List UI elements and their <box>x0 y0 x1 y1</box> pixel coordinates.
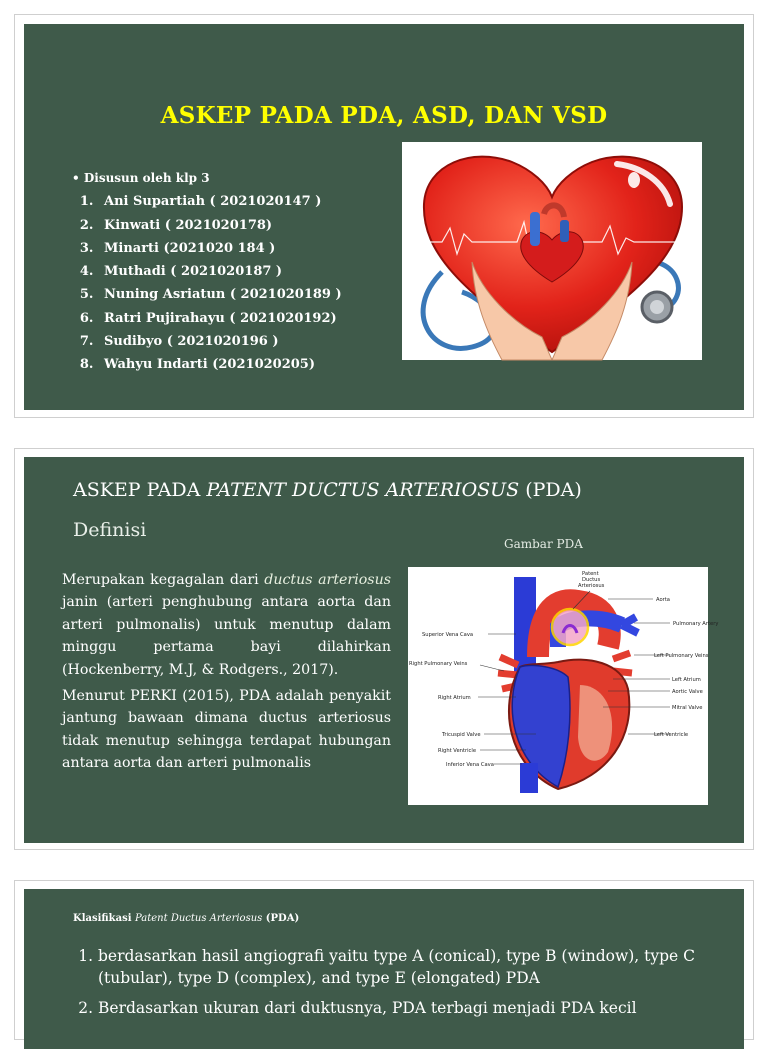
label-aorta: Aorta <box>656 597 670 603</box>
definition-body <box>62 569 391 779</box>
slide-3-frame <box>14 880 754 1040</box>
label-pulmonary-artery: Pulmonary Artery <box>673 621 719 627</box>
pda-diagram <box>408 567 719 805</box>
list-item: 2. Berdasarkan ukuran dari duktusnya, PDA terbagi menjadi PDA kecil <box>98 997 704 1019</box>
member-list <box>72 167 342 377</box>
list-item: 6. Ratri Pujirahayu ( 2021020192) <box>98 307 342 330</box>
heading-bold: Klasifikasi <box>73 913 135 924</box>
label-superior-vena-cava: Superior Vena Cava <box>422 632 474 638</box>
p1-text-b: janin (arteri penghubung antara aorta dan arteri pulmonalis) untuk menutup dalam minggu pertama bayi dilahirkan (Hockenberry, M.J, & Rodgers., 2017). <box>62 594 391 678</box>
list-item: 3. Minarti (2021020 184 ) <box>98 237 342 260</box>
title-italic: PATENT DUCTUS ARTERIOSUS <box>206 479 520 501</box>
list-item: 7. Sudibyo ( 2021020196 ) <box>98 330 342 353</box>
label-aortic-valve: Aortic Valve <box>672 689 703 695</box>
list-item: 8. Wahyu Indarti (2021020205) <box>98 353 342 376</box>
paragraph-1 <box>62 569 391 681</box>
heart-hands-icon <box>402 142 702 360</box>
pda-heart-diagram <box>408 567 719 805</box>
slide-1-title: ASKEP PADA PDA, ASD, DAN VSD <box>160 102 608 129</box>
paragraph-2: Menurut PERKI (2015), PDA adalah penyakit jantung bawaan dimana ductus arteriosus tidak menutup sehingga terdapat hubungan antara aorta dan arteri pulmonalis <box>62 688 391 772</box>
list-item: 4. Muthadi ( 2021020187 ) <box>98 260 342 283</box>
label-left-ventricle: Left Ventricle <box>654 732 689 738</box>
label-left-atrium: Left Atrium <box>672 677 701 683</box>
label-tricuspid-valve: Tricuspid Valve <box>442 732 481 738</box>
group-intro: • Disusun oleh klp 3 <box>72 171 210 185</box>
label-mitral-valve: Mitral Valve <box>672 705 703 711</box>
slide-1 <box>24 24 744 410</box>
label-right-pulmonary-veins: Right Pulmonary Veins <box>409 661 468 667</box>
list-item: 1. berdasarkan hasil angiografi yaitu type A (conical), type B (window), type C (tubular), type D (complex), and type E (elongated) PDA <box>98 945 704 989</box>
label-ductus: Ductus <box>582 577 601 583</box>
label-inferior-vena-cava: Inferior Vena Cava <box>446 762 494 768</box>
slide-2-title <box>73 479 582 501</box>
label-right-atrium: Right Atrium <box>438 695 471 701</box>
list-item: 2. Kinwati ( 2021020178) <box>98 214 342 237</box>
label-right-ventricle: Right Ventricle <box>438 748 477 754</box>
label-patent: Patent <box>582 571 599 577</box>
heart-illustration <box>402 142 702 360</box>
title-suffix: (PDA) <box>519 479 582 501</box>
classification-heading <box>73 913 299 924</box>
classification-list <box>64 945 704 1027</box>
heading-suffix: (PDA) <box>262 913 300 924</box>
slide-3 <box>24 889 744 1049</box>
slide-1-frame <box>14 14 754 418</box>
heading-italic: Patent Ductus Arteriosus <box>135 913 263 924</box>
title-prefix: ASKEP PADA <box>73 479 207 501</box>
label-left-pulmonary-veins: Left Pulmonary Veins <box>654 653 709 659</box>
list-item: 1. Ani Supartiah ( 2021020147 ) <box>98 190 342 213</box>
list-item: 5. Nuning Asriatun ( 2021020189 ) <box>98 283 342 306</box>
subtitle-definisi: Definisi <box>73 519 147 541</box>
p1-text-a: Merupakan kegagalan dari <box>62 572 265 588</box>
label-arteriosus: Arteriosus <box>578 583 605 589</box>
gambar-label: Gambar PDA <box>504 537 583 551</box>
p1-italic: ductus arteriosus <box>264 572 391 588</box>
slide-2-frame <box>14 448 754 850</box>
slide-2 <box>24 457 744 843</box>
